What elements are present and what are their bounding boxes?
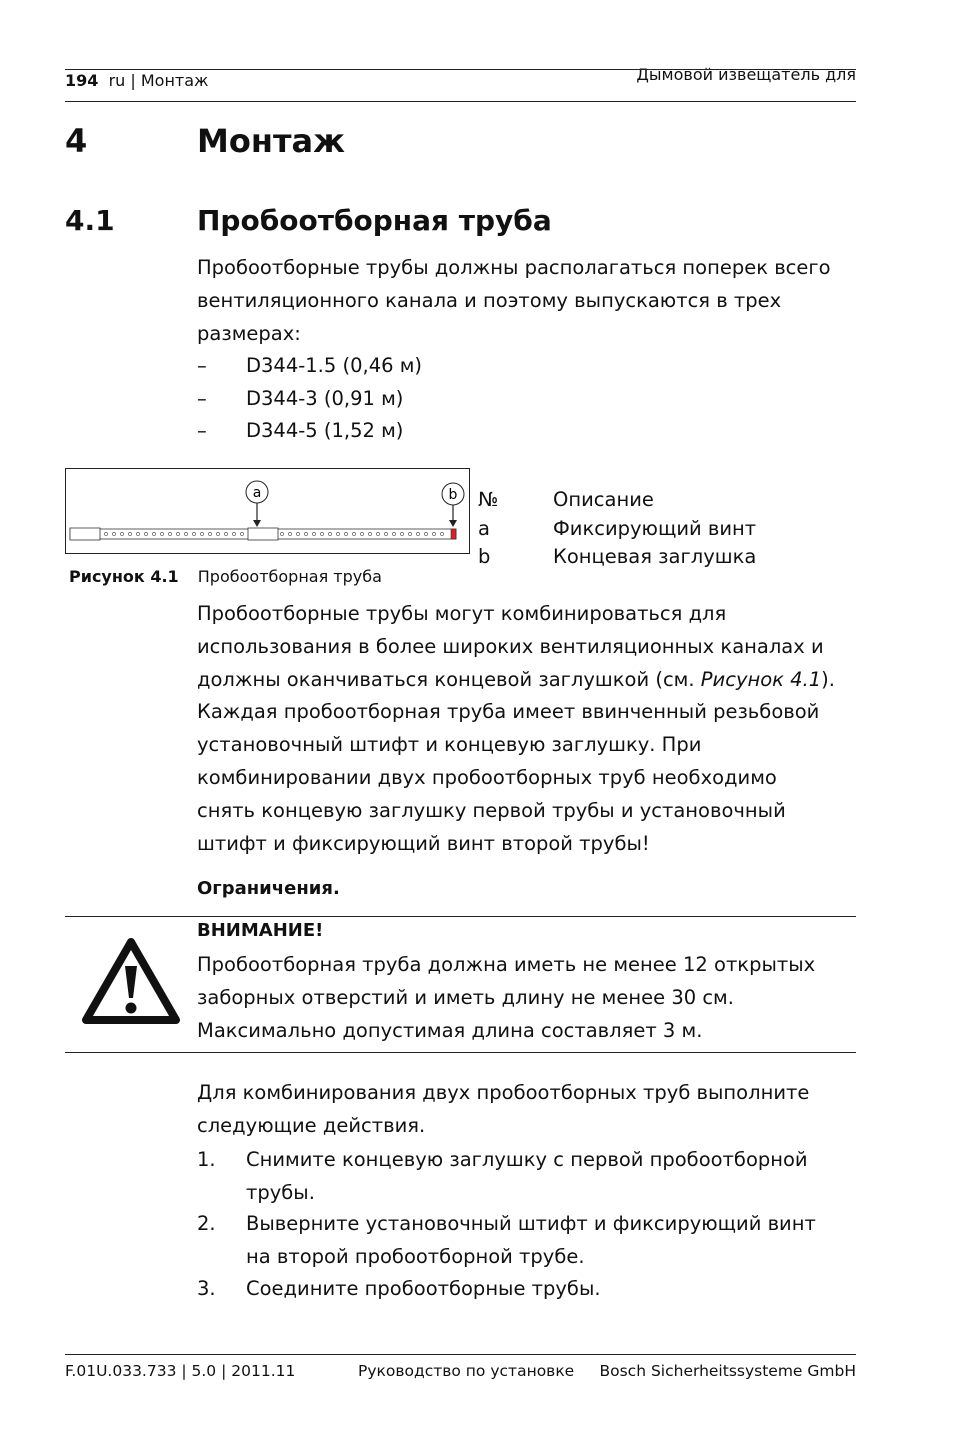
figure-reference: Рисунок 4.1 bbox=[700, 667, 822, 691]
warning-bottom-rule bbox=[65, 1052, 856, 1053]
step-number: 1. bbox=[197, 1148, 216, 1171]
figure-caption bbox=[69, 567, 382, 586]
size-list-item: D344-5 (1,52 м) bbox=[246, 419, 404, 442]
warning-title: ВНИМАНИЕ! bbox=[197, 920, 324, 941]
end-cap bbox=[451, 529, 456, 539]
text-line: использования в более широких вентиляционных каналах и bbox=[197, 634, 824, 658]
warning-top-rule bbox=[65, 916, 856, 917]
sampling-tube-figure bbox=[65, 468, 470, 554]
text-line: Каждая пробоотборная труба имеет ввинченный резьбовой bbox=[197, 700, 820, 724]
text-line: Снимите концевую заглушку с первой пробоотборной bbox=[246, 1148, 808, 1171]
steps-intro bbox=[197, 1077, 857, 1143]
text-line: на второй пробоотборной трубе. bbox=[246, 1244, 585, 1268]
intro-paragraph bbox=[197, 252, 857, 350]
text-line: Выверните установочный штифт и фиксирующий винт bbox=[246, 1212, 816, 1235]
section-number: 4.1 bbox=[65, 204, 115, 237]
text-line: комбинировании двух пробоотборных труб необходимо bbox=[197, 765, 777, 789]
text-line: Для комбинирования двух пробоотборных труб выполните bbox=[197, 1081, 810, 1104]
section-title: Пробоотборная труба bbox=[197, 204, 552, 237]
legend-key: b bbox=[478, 545, 491, 568]
legend-header-description: Описание bbox=[553, 488, 654, 511]
callout-a-label: a bbox=[252, 485, 262, 501]
figure-caption-text: Пробоотборная труба bbox=[197, 567, 382, 586]
footer-doc-id: F.01U.033.733 | 5.0 | 2011.11 bbox=[65, 1362, 296, 1380]
footer-company: Bosch Sicherheitssysteme GmbH bbox=[599, 1362, 856, 1380]
section-ref: ru | Монтаж bbox=[108, 71, 209, 90]
warning-triangle-icon bbox=[80, 936, 182, 1028]
legend-key: a bbox=[478, 517, 490, 540]
footer-doc-type: Руководство по установке bbox=[358, 1362, 575, 1380]
chapter-title: Монтаж bbox=[197, 122, 345, 160]
text-line: размерах: bbox=[197, 321, 301, 345]
text-line: трубы. bbox=[246, 1180, 315, 1204]
header-bottom-rule bbox=[65, 101, 856, 102]
warning-text bbox=[197, 949, 857, 1047]
text-line: штифт и фиксирующий винт второй трубы! bbox=[197, 831, 650, 855]
document-title: Дымовой извещатель для bbox=[636, 65, 856, 84]
text-fragment: должны оканчиваться концевой заглушкой (см. bbox=[197, 667, 701, 691]
text-line: Максимально допустимая длина составляет 3 м. bbox=[197, 1018, 703, 1042]
footer-rule bbox=[65, 1354, 856, 1355]
figure-caption-label: Рисунок 4.1 bbox=[69, 567, 179, 586]
text-fragment: ). bbox=[821, 667, 835, 691]
step-text bbox=[246, 1273, 856, 1306]
page-header-left bbox=[65, 71, 208, 90]
text-line: Пробоотборная труба должна иметь не менее 12 открытых bbox=[197, 953, 816, 976]
text-line bbox=[197, 664, 857, 697]
step-text bbox=[246, 1208, 856, 1274]
legend-header-no: № bbox=[478, 488, 499, 511]
header-top-rule bbox=[65, 69, 856, 70]
text-line: Соедините пробоотборные трубы. bbox=[246, 1277, 601, 1300]
step-number: 3. bbox=[197, 1277, 216, 1300]
text-line: Пробоотборные трубы должны располагаться поперек всего bbox=[197, 256, 831, 279]
size-list-item: D344-1.5 (0,46 м) bbox=[246, 354, 423, 377]
sampling-tube-drawing bbox=[66, 469, 469, 553]
text-line: установочный штифт и концевую заглушку. При bbox=[197, 733, 702, 757]
step-text bbox=[246, 1144, 856, 1210]
size-list-bullet: – bbox=[197, 387, 207, 410]
legend-description: Фиксирующий винт bbox=[553, 517, 757, 540]
step-number: 2. bbox=[197, 1212, 216, 1235]
text-line: следующие действия. bbox=[197, 1113, 426, 1137]
callout-b-arrow bbox=[449, 520, 457, 527]
size-list-bullet: – bbox=[197, 354, 207, 377]
chapter-number: 4 bbox=[65, 122, 88, 160]
restrictions-heading: Ограничения. bbox=[197, 878, 340, 899]
text-line: Пробоотборные трубы могут комбинироваться для bbox=[197, 602, 727, 625]
combine-paragraph bbox=[197, 598, 857, 860]
callout-a-arrow bbox=[253, 520, 261, 527]
text-line: снять концевую заглушку первой трубы и установочный bbox=[197, 798, 786, 822]
tube-coupling bbox=[248, 528, 278, 540]
size-list-item: D344-3 (0,91 м) bbox=[246, 387, 404, 410]
page-number: 194 bbox=[65, 71, 99, 90]
text-line: заборных отверстий и иметь длину не менее 30 см. bbox=[197, 985, 734, 1009]
callout-b-label: b bbox=[448, 487, 458, 503]
legend-description: Концевая заглушка bbox=[553, 545, 757, 568]
text-line: вентиляционного канала и поэтому выпускаются в трех bbox=[197, 288, 782, 312]
tube-start-fitting bbox=[70, 528, 100, 540]
size-list-bullet: – bbox=[197, 419, 207, 442]
